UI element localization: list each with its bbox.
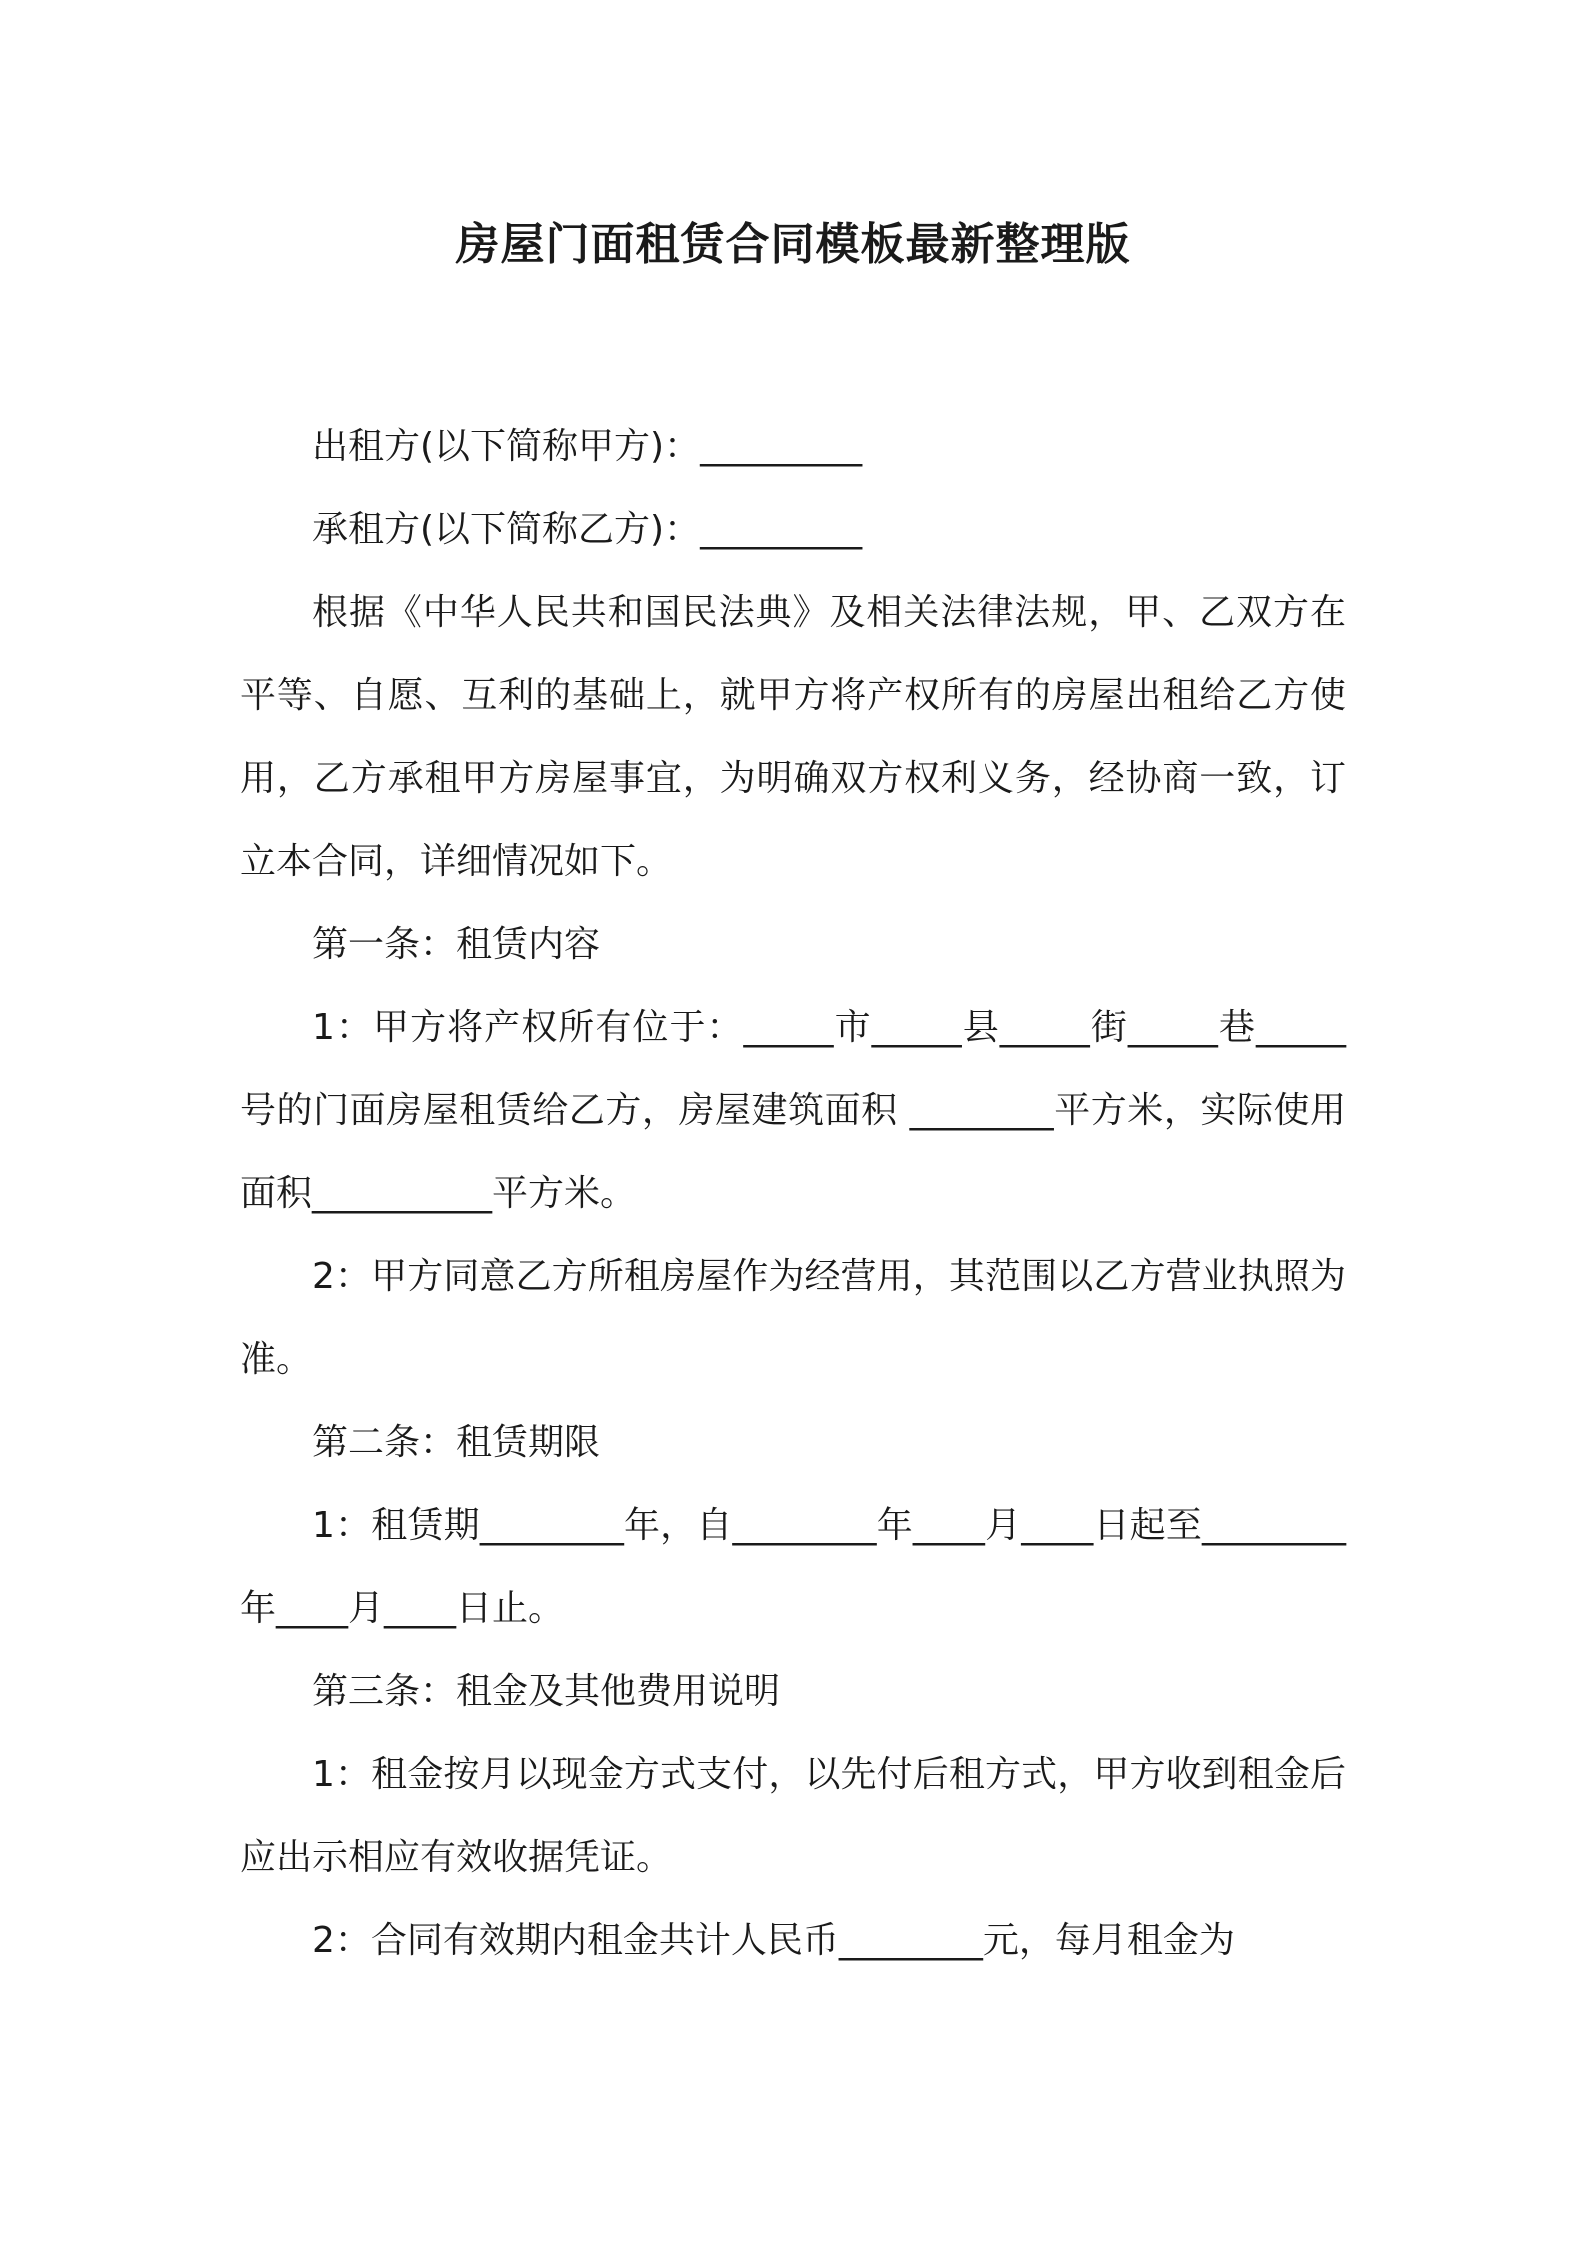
article-1-clause-2: 2：甲方同意乙方所租房屋作为经营用，其范围以乙方营业执照为准。	[240, 1256, 1346, 1380]
article-1-clause-1: 1：甲方将产权所有位于：_____市_____县_____街_____巷_____号的门面房屋租赁给乙方，房屋建筑面积 ________平方米，实际使用面积__________平方米。	[240, 1007, 1346, 1214]
document-body	[240, 405, 1346, 1982]
preamble-paragraph: 根据《中华人民共和国民法典》及相关法律法规，甲、乙双方在平等、自愿、互利的基础上，就甲方将产权所有的房屋出租给乙方使用，乙方承租甲方房屋事宜，为明确双方权利义务，经协商一致，订立本合同，详细情况如下。	[240, 592, 1346, 882]
article-3-clause-1: 1：租金按月以现金方式支付，以先付后租方式，甲方收到租金后应出示相应有效收据凭证。	[240, 1754, 1346, 1878]
lessor-line: 出租方(以下简称甲方)：_________	[312, 426, 863, 467]
article-3-heading: 第三条：租金及其他费用说明	[312, 1671, 781, 1712]
article-2-heading: 第二条：租赁期限	[312, 1422, 601, 1463]
article-1-heading: 第一条：租赁内容	[312, 924, 601, 965]
article-3-clause-2: 2：合同有效期内租金共计人民币________元，每月租金为	[312, 1920, 1235, 1961]
document-title: 房屋门面租赁合同模板最新整理版	[455, 219, 1131, 270]
article-2-clause-1: 1：租赁期________年，自________年____月____日起至________年____月____日止。	[240, 1505, 1346, 1629]
lessee-line: 承租方(以下简称乙方)：_________	[312, 509, 863, 550]
